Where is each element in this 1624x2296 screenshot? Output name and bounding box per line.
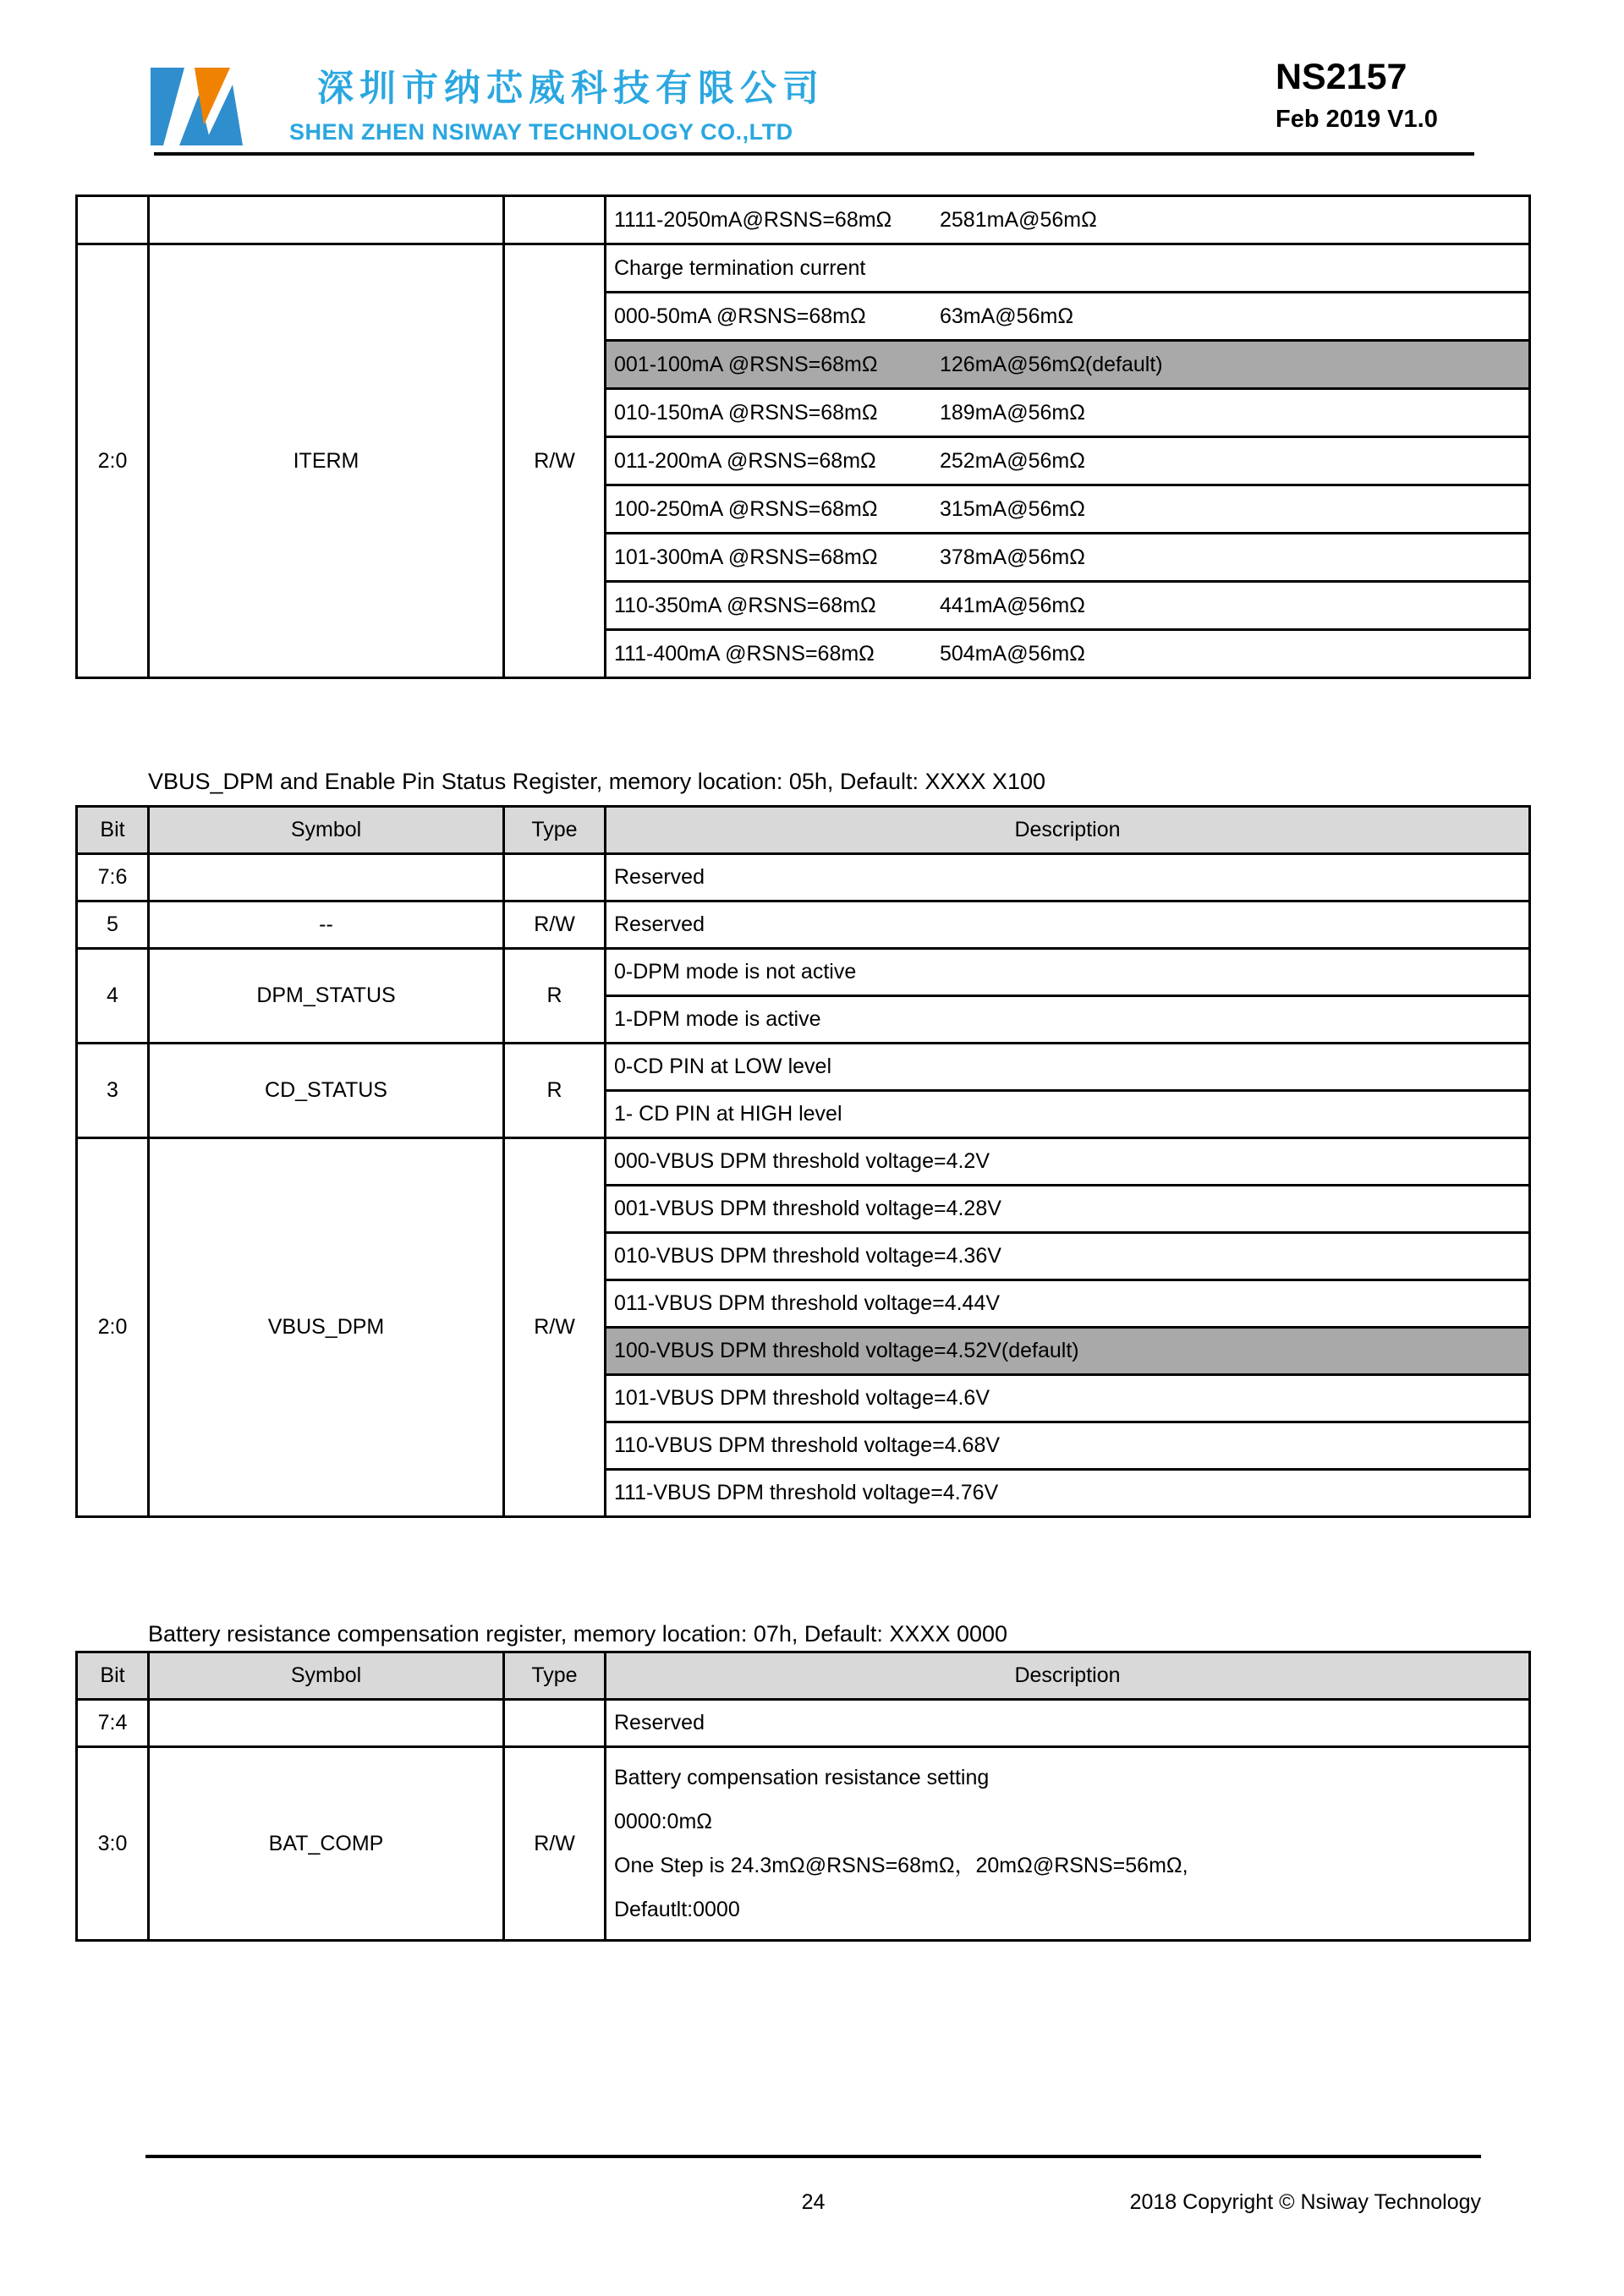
option-value: 441mA@56mΩ [940, 593, 1085, 617]
description-cell [606, 534, 1530, 582]
description-line: Battery compensation resistance setting [614, 1766, 990, 1789]
symbol-cell [149, 1700, 504, 1747]
description-cell: 1- CD PIN at HIGH level [606, 1091, 1530, 1138]
option-value: 63mA@56mΩ [940, 304, 1074, 328]
type-cell: R/W [504, 244, 606, 678]
description-cell: 111-VBUS DPM threshold voltage=4.76V [606, 1470, 1530, 1517]
company-name-english: SHEN ZHEN NSIWAY TECHNOLOGY CO.,LTD [289, 119, 793, 145]
header-symbol: Symbol [149, 1652, 504, 1700]
header-type: Type [504, 1652, 606, 1700]
header-description: Description [606, 807, 1530, 854]
bit-cell: 7:6 [77, 854, 149, 901]
bit-cell: 7:4 [77, 1700, 149, 1747]
table-row [77, 1700, 1530, 1747]
iterm-register-table [75, 195, 1531, 679]
table-header-row [77, 1652, 1530, 1700]
section-title-vbus-dpm: VBUS_DPM and Enable Pin Status Register, memory location: 05h, Default: XXXX X100 [148, 769, 1046, 794]
description-cell: 011-VBUS DPM threshold voltage=4.44V [606, 1280, 1530, 1328]
copyright-text: 2018 Copyright © Nsiway Technology [1129, 2190, 1481, 2214]
option-code: 011-200mA @RSNS=68mΩ [614, 448, 876, 473]
header-bit: Bit [77, 807, 149, 854]
option-value: 378mA@56mΩ [940, 545, 1085, 569]
revision-date: Feb 2019 V1.0 [1276, 106, 1438, 133]
bit-cell: 4 [77, 949, 149, 1044]
symbol-cell: ITERM [149, 244, 504, 678]
description-cell: 110-VBUS DPM threshold voltage=4.68V [606, 1422, 1530, 1470]
bat-comp-register-table [75, 1651, 1531, 1942]
bit-cell: 3 [77, 1044, 149, 1138]
description-line: 0000:0mΩ [614, 1810, 712, 1833]
description-cell: Reserved [606, 854, 1530, 901]
description-cell [606, 389, 1530, 437]
option-value: 189mA@56mΩ [940, 400, 1085, 425]
header-rule [154, 152, 1474, 156]
description-cell: 101-VBUS DPM threshold voltage=4.6V [606, 1375, 1530, 1422]
header-description: Description [606, 1652, 1530, 1700]
bit-cell: 3:0 [77, 1747, 149, 1941]
symbol-cell [149, 854, 504, 901]
description-cell: Reserved [606, 901, 1530, 949]
table-row [77, 196, 1530, 244]
symbol-cell: DPM_STATUS [149, 949, 504, 1044]
symbol-cell: BAT_COMP [149, 1747, 504, 1941]
table-row [77, 901, 1530, 949]
option-code: 111-400mA @RSNS=68mΩ [614, 641, 875, 666]
footer-rule [145, 2155, 1481, 2158]
symbol-cell: VBUS_DPM [149, 1138, 504, 1517]
description-cell: 000-VBUS DPM threshold voltage=4.2V [606, 1138, 1530, 1186]
option-code: 110-350mA @RSNS=68mΩ [614, 593, 876, 617]
table-row [77, 1138, 1530, 1186]
company-name-chinese: 深圳市纳芯威科技有限公司 [317, 68, 825, 109]
type-cell: R [504, 949, 606, 1044]
type-cell [504, 196, 606, 244]
description-cell: 001-VBUS DPM threshold voltage=4.28V [606, 1186, 1530, 1233]
table-header-row [77, 807, 1530, 854]
section-title-bat-comp: Battery resistance compensation register, memory location: 07h, Default: XXXX 0000 [148, 1621, 1008, 1647]
type-cell: R/W [504, 1747, 606, 1941]
bit-cell: 2:0 [77, 1138, 149, 1517]
description-cell [606, 485, 1530, 534]
symbol-cell: -- [149, 901, 504, 949]
symbol-cell: CD_STATUS [149, 1044, 504, 1138]
header-type: Type [504, 807, 606, 854]
header-symbol: Symbol [149, 807, 504, 854]
bit-cell: 2:0 [77, 244, 149, 678]
option-value: 126mA@56mΩ(default) [940, 352, 1163, 376]
description-cell [606, 437, 1530, 485]
option-value: 504mA@56mΩ [940, 641, 1085, 666]
description-cell [606, 1747, 1530, 1941]
default-option-row: 100-VBUS DPM threshold voltage=4.52V(default) [606, 1328, 1530, 1375]
option-value: 2581mA@56mΩ [940, 207, 1097, 232]
table-row [77, 1044, 1530, 1091]
description-cell [606, 244, 1530, 293]
symbol-cell [149, 196, 504, 244]
type-cell: R/W [504, 1138, 606, 1517]
option-value: 315mA@56mΩ [940, 496, 1085, 521]
type-cell: R [504, 1044, 606, 1138]
description-cell [606, 293, 1530, 341]
vbus-dpm-register-table [75, 805, 1531, 1518]
table-row [77, 854, 1530, 901]
default-option-row [606, 341, 1530, 389]
bit-cell: 5 [77, 901, 149, 949]
table-row [77, 244, 1530, 293]
table-row [77, 949, 1530, 996]
type-cell: R/W [504, 901, 606, 949]
description-cell [606, 196, 1530, 244]
nsiway-logo-icon [151, 64, 245, 145]
option-code: 101-300mA @RSNS=68mΩ [614, 545, 878, 569]
description-cell [606, 630, 1530, 678]
description-cell [606, 582, 1530, 630]
option-value: 252mA@56mΩ [940, 448, 1085, 473]
page-number: 24 [801, 2190, 826, 2214]
option-code: 100-250mA @RSNS=68mΩ [614, 496, 878, 521]
header-bit: Bit [77, 1652, 149, 1700]
bit-cell [77, 196, 149, 244]
description-line: Defautlt:0000 [614, 1898, 740, 1921]
description-cell: Reserved [606, 1700, 1530, 1747]
description-cell: 1-DPM mode is active [606, 996, 1530, 1044]
description-line: One Step is 24.3mΩ@RSNS=68mΩ，20mΩ@RSNS=56mΩ, [614, 1854, 1188, 1877]
option-code: 001-100mA @RSNS=68mΩ [614, 352, 878, 376]
option-code: 000-50mA @RSNS=68mΩ [614, 304, 866, 328]
option-code: 010-150mA @RSNS=68mΩ [614, 400, 878, 425]
type-cell [504, 1700, 606, 1747]
description-cell: 0-DPM mode is not active [606, 949, 1530, 996]
table-row [77, 1747, 1530, 1941]
description-cell: 010-VBUS DPM threshold voltage=4.36V [606, 1233, 1530, 1280]
type-cell [504, 854, 606, 901]
part-number: NS2157 [1276, 57, 1407, 97]
option-code: 1111-2050mA@RSNS=68mΩ [614, 207, 892, 232]
description-cell: 0-CD PIN at LOW level [606, 1044, 1530, 1091]
option-code: Charge termination current [614, 255, 866, 280]
